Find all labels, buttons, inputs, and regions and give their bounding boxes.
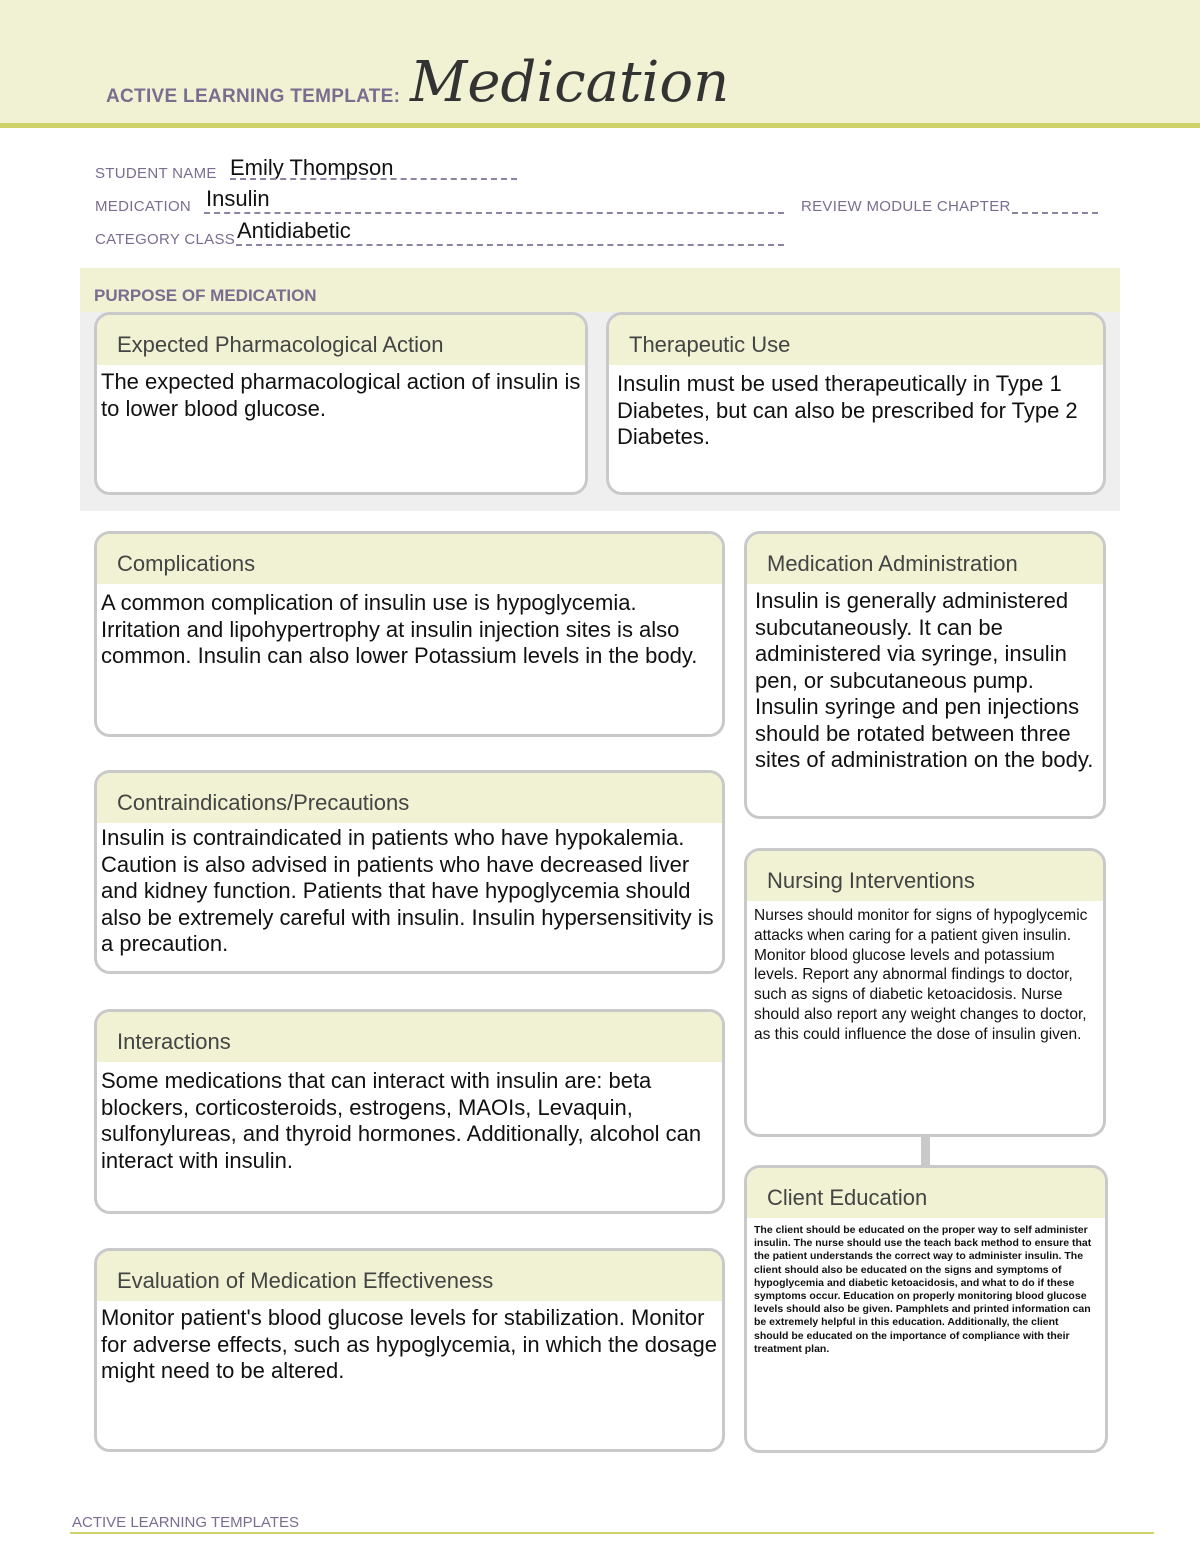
medication-value[interactable]: Insulin (206, 186, 270, 211)
box-text[interactable]: Some medications that can interact with insulin are: beta blockers, corticosteroids, estrogens, MAOIs, Levaquin, sulfonylureas, and thyroid hormones. Additionally, alcohol can interact with insulin. (101, 1068, 702, 1173)
category-value[interactable]: Antidiabetic (237, 218, 351, 243)
therapeutic-use-box (606, 312, 1106, 495)
category-line (236, 244, 784, 246)
purpose-title: PURPOSE OF MEDICATION (94, 286, 317, 305)
category-label: CATEGORY CLASS (95, 231, 236, 248)
box-connector (921, 1134, 930, 1166)
evaluation-box (94, 1248, 725, 1452)
medication-label: MEDICATION (95, 198, 192, 215)
client-education-box (744, 1165, 1108, 1453)
student-name-line (230, 178, 517, 180)
box-title: Client Education (747, 1168, 1105, 1218)
box-title: Nursing Interventions (747, 851, 1103, 901)
box-title: Therapeutic Use (609, 315, 1103, 365)
box-title: Complications (97, 534, 722, 584)
box-text[interactable]: The client should be educated on the proper way to self administer insulin. The nurse should use the teach back method to ensure that the patient understands the correct way to administer insulin. The client should also be educated on the signs and symptoms of hypoglycemia and diabetic ketoacidosis, and what to do if these symptoms occur. Education on properly monitoring blood glucose levels should also be given. Pamphlets and printed information can be extremely helpful in this education. Additionally, the client should be educated on the importance of compliance with their treatment plan. (754, 1224, 1092, 1355)
box-title: Contraindications/Precautions (97, 773, 722, 823)
expected-action-box (94, 312, 588, 495)
footer-label: ACTIVE LEARNING TEMPLATES (72, 1514, 299, 1531)
contraindications-box (94, 770, 725, 974)
box-text[interactable]: Insulin is generally administered subcutaneously. It can be administered via syringe, insulin pen, or subcutaneous pump. Insulin syringe and pen injections should be rotated between three sites of administration on the body. (755, 588, 1094, 772)
complications-box (94, 531, 725, 737)
student-name-label: STUDENT NAME (95, 165, 217, 182)
nursing-interventions-box (744, 848, 1106, 1137)
medication-line (204, 212, 784, 214)
box-text[interactable]: Nurses should monitor for signs of hypoglycemic attacks when caring for a patient given insulin. Monitor blood glucose levels and potassium levels. Report any abnormal findings to doctor, such as signs of diabetic ketoacidosis. Nurse should also report any weight changes to doctor, as this could influence the dose of insulin given. (754, 907, 1088, 1043)
box-title: Medication Administration (747, 534, 1103, 584)
box-text[interactable]: A common complication of insulin use is hypoglycemia. Irritation and lipohypertrophy at insulin injection sites is also common. Insulin can also lower Potassium levels in the body. (101, 590, 698, 668)
box-title: Evaluation of Medication Effectiveness (97, 1251, 722, 1301)
footer-line (70, 1532, 1154, 1534)
box-title: Interactions (97, 1012, 722, 1062)
box-title: Expected Pharmacological Action (97, 315, 585, 365)
purpose-header (80, 268, 1120, 312)
review-module-label: REVIEW MODULE CHAPTER (801, 198, 1011, 215)
student-name-value[interactable]: Emily Thompson (230, 155, 394, 180)
administration-box (744, 531, 1106, 819)
box-text[interactable]: The expected pharmacological action of insulin is to lower blood glucose. (101, 369, 581, 421)
interactions-box (94, 1009, 725, 1214)
page-title: Medication (410, 50, 730, 115)
box-text[interactable]: Monitor patient's blood glucose levels for stabilization. Monitor for adverse effects, such as hypoglycemia, in which the dosage might need to be altered. (101, 1305, 717, 1383)
box-text[interactable]: Insulin is contraindicated in patients who have hypokalemia. Caution is also advised in patients who have decreased liver and kidney function. Patients that have hypoglycemia should also be extremely careful with insulin. Insulin hypersensitivity is a precaution. (101, 825, 714, 956)
review-module-line[interactable] (1012, 212, 1098, 214)
box-text[interactable]: Insulin must be used therapeutically in Type 1 Diabetes, but can also be prescribed for Type 2 Diabetes. (617, 371, 1078, 449)
template-label: ACTIVE LEARNING TEMPLATE: (106, 86, 401, 107)
header-bar (0, 0, 1200, 128)
